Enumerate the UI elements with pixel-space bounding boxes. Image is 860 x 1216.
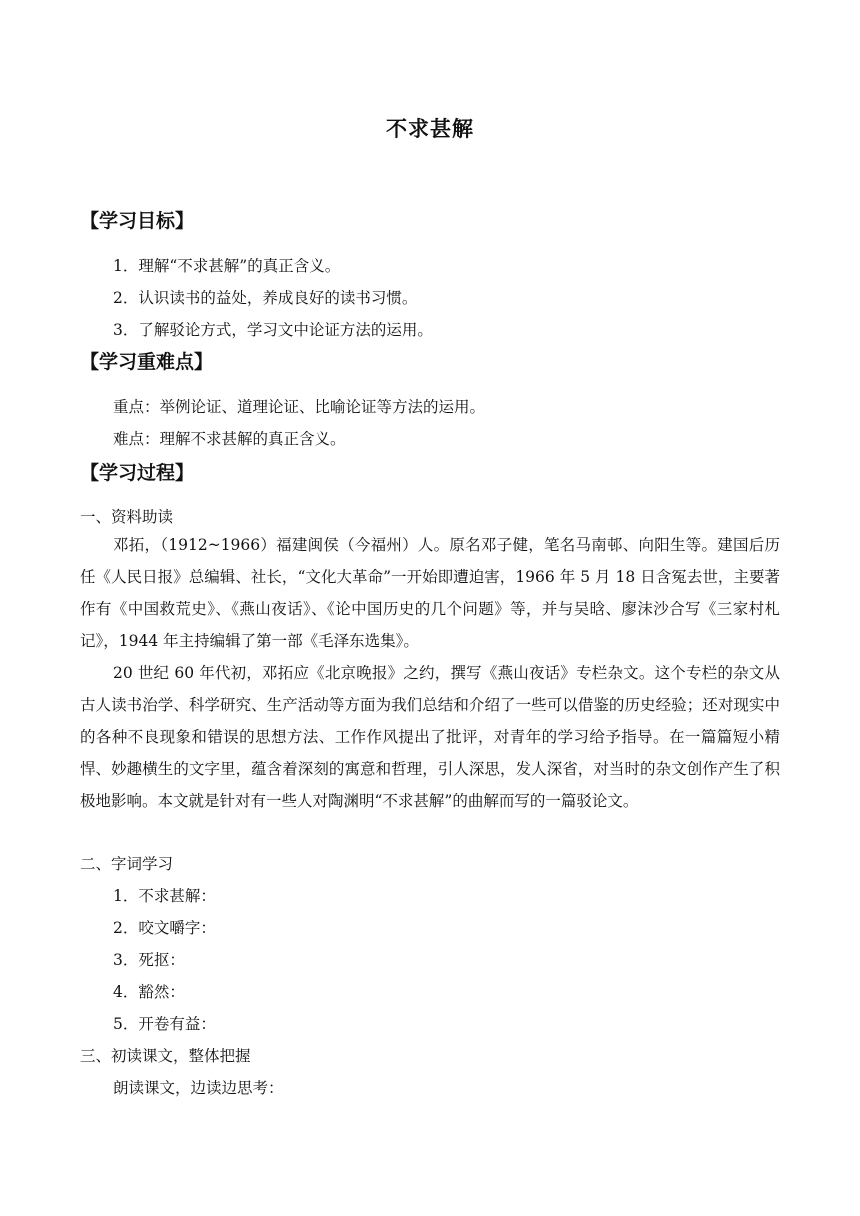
- paragraph-background: 20 世纪 60 年代初，邓拓应《北京晚报》之约，撰写《燕山夜话》专栏杂文。这个专栏的杂文从古人读书治学、科学研究、生产活动等方面为我们总结和介绍了一些可以借鉴的历史经验；还对现实中的各种不良现象和错误的思想方法、工作作风提出了批评，对青年的学习给予指导。在一篇篇短小精悍、妙趣横生的文字里，蕴含着深刻的寓意和哲理，引人深思，发人深省，对当时的杂文创作产生了积极地影响。本文就是针对有一些人对陶渊明“不求甚解”的曲解而写的一篇驳论文。: [80, 664, 780, 810]
- section-heading-goals: 【学习目标】: [80, 210, 195, 232]
- page-title: 不求甚解: [386, 117, 474, 141]
- goal-item-3: 3．了解驳论方式，学习文中论证方法的运用。: [113, 321, 433, 339]
- paragraph-author-bio: 邓拓，（1912~1966）福建闽侯（今福州）人。原名邓子健，笔名马南邨、向阳生等。建国后历任《人民日报》总编辑、社长，“文化大革命”一开始即遭迫害，1966 年 5 月 18 日含冤去世，主要著作有《中国救荒史》、《燕山夜话》、《论中国历史的几个问题》等，并与吴晗、廖沫沙合写《三家村札记》，1944 年主持编辑了第一部《毛泽东选集》。: [80, 536, 780, 650]
- part2-heading: 二、字词学习: [80, 855, 174, 873]
- key-point-item-1: 重点：举例论证、道理论证、比喻论证等方法的运用。: [113, 398, 486, 416]
- word-item-2: 2．咬文嚼字：: [113, 919, 216, 937]
- goal-item-2: 2．认识读书的益处，养成良好的读书习惯。: [113, 289, 418, 307]
- goal-item-1: 1．理解“不求甚解”的真正含义。: [113, 257, 341, 275]
- section-heading-process: 【学习过程】: [80, 462, 195, 484]
- section-heading-key-points: 【学习重难点】: [80, 351, 214, 373]
- word-item-5: 5．开卷有益：: [113, 1015, 216, 1033]
- word-item-3: 3．死抠：: [113, 951, 185, 969]
- word-item-4: 4．豁然：: [113, 983, 185, 1001]
- part1-heading: 一、资料助读: [80, 508, 174, 526]
- key-point-item-2: 难点：理解不求甚解的真正含义。: [113, 430, 346, 448]
- word-item-1: 1．不求甚解：: [113, 887, 216, 905]
- part3-instruction: 朗读课文，边读边思考：: [113, 1079, 284, 1097]
- part3-heading: 三、初读课文，整体把握: [80, 1047, 251, 1065]
